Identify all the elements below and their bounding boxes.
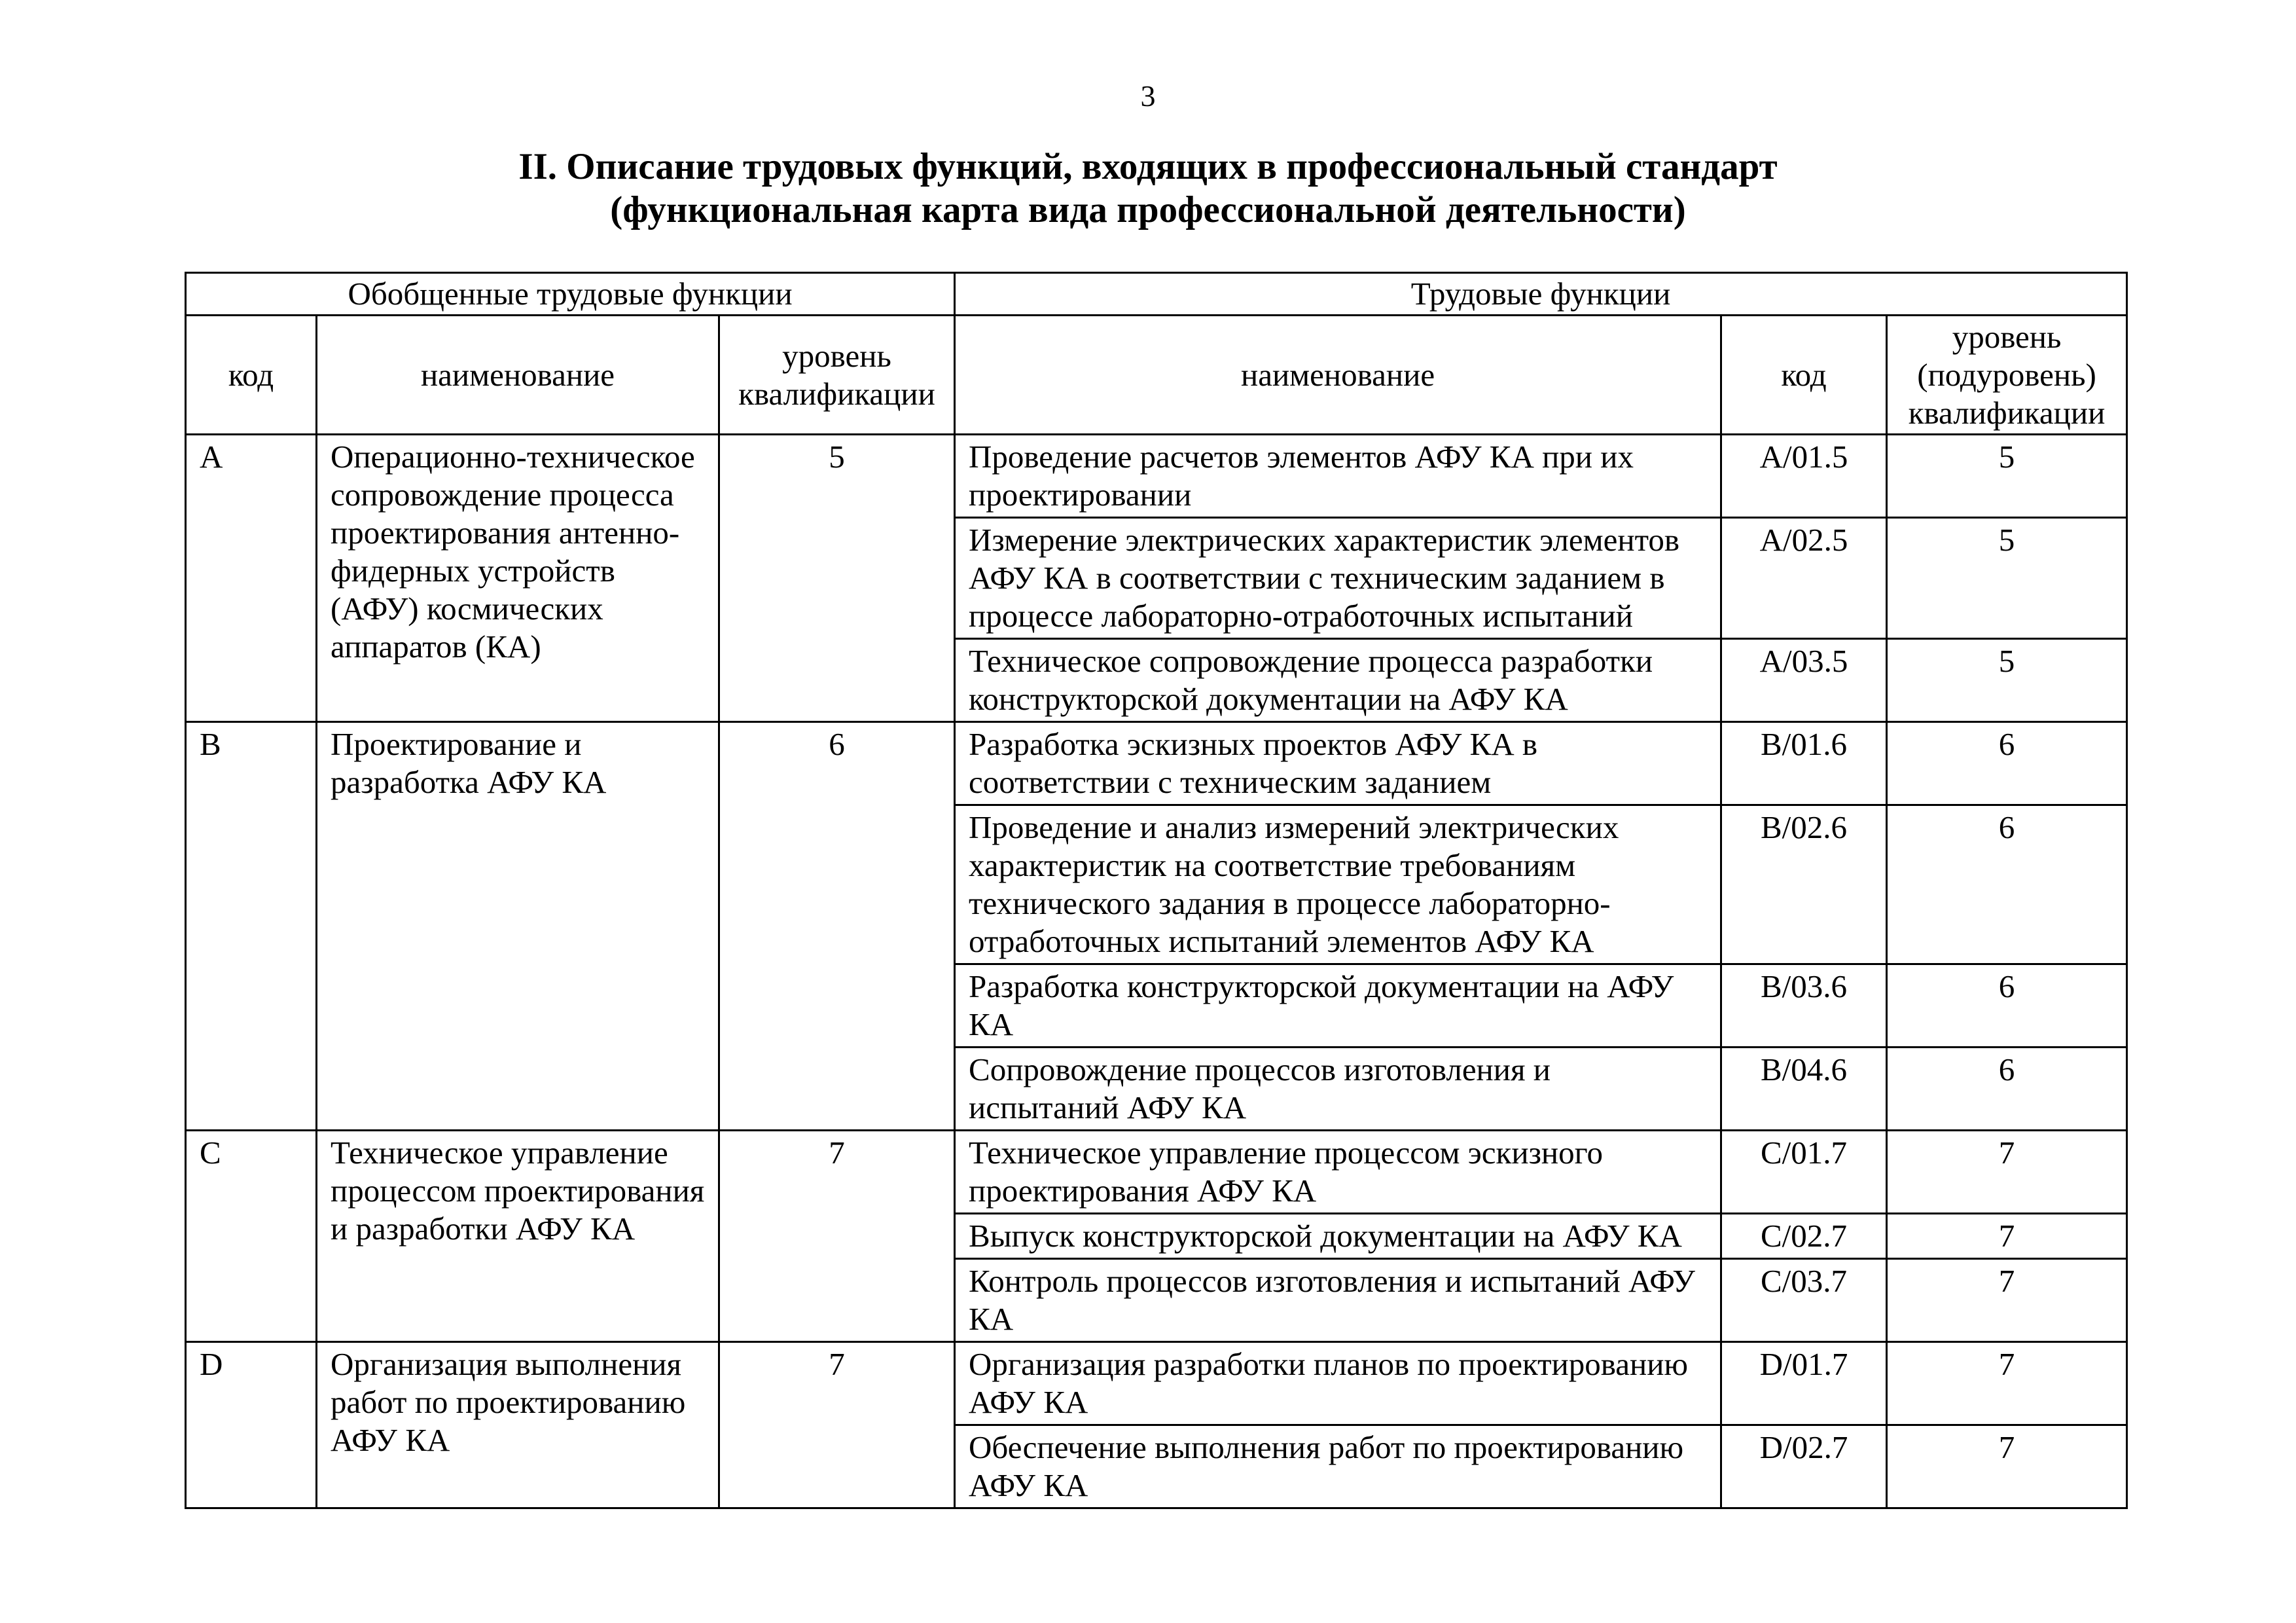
labor-function-level: 7 <box>1887 1259 2127 1342</box>
labor-function-level: 6 <box>1887 964 2127 1048</box>
generalized-function-code: A <box>186 435 317 722</box>
labor-function-name: Контроль процессов изготовления и испытаний АФУ КА <box>955 1259 1721 1342</box>
generalized-function-name: Организация выполнения работ по проектированию АФУ КА <box>317 1342 719 1508</box>
generalized-function-code: C <box>186 1131 317 1342</box>
labor-functions-header: Трудовые функции <box>955 273 2127 316</box>
table-row <box>186 435 2127 518</box>
labor-function-level: 6 <box>1887 805 2127 964</box>
labor-function-code: A/01.5 <box>1721 435 1887 518</box>
labor-function-level: 7 <box>1887 1214 2127 1259</box>
labor-function-code: D/01.7 <box>1721 1342 1887 1425</box>
generalized-function-name: Операционно-техническое сопровождение процесса проектирования антенно-фидерных устройств (АФУ) космических аппаратов (КА) <box>317 435 719 722</box>
generalized-function-code: B <box>186 722 317 1131</box>
labor-function-name: Сопровождение процессов изготовления и испытаний АФУ КА <box>955 1048 1721 1131</box>
labor-function-code: B/04.6 <box>1721 1048 1887 1131</box>
section-title-line-2: (функциональная карта вида профессиональной деятельности) <box>610 189 1686 230</box>
generalized-function-name: Техническое управление процессом проектирования и разработки АФУ КА <box>317 1131 719 1342</box>
col-header-generalized-code: код <box>186 316 317 435</box>
table-row <box>186 722 2127 805</box>
page-number: 3 <box>1140 79 1156 113</box>
col-header-generalized-level: уровень квалификации <box>719 316 955 435</box>
table-row <box>186 1342 2127 1425</box>
table-row <box>186 1131 2127 1214</box>
labor-function-code: B/01.6 <box>1721 722 1887 805</box>
col-header-function-name: наименование <box>955 316 1721 435</box>
labor-function-level: 7 <box>1887 1342 2127 1425</box>
generalized-function-level: 5 <box>719 435 955 722</box>
labor-function-level: 5 <box>1887 518 2127 639</box>
labor-function-code: A/02.5 <box>1721 518 1887 639</box>
labor-function-level: 7 <box>1887 1131 2127 1214</box>
labor-function-code: C/01.7 <box>1721 1131 1887 1214</box>
section-title <box>0 145 2296 232</box>
col-header-generalized-name: наименование <box>317 316 719 435</box>
functional-map-table <box>185 272 2128 1509</box>
labor-function-name: Организация разработки планов по проектированию АФУ КА <box>955 1342 1721 1425</box>
labor-function-code: A/03.5 <box>1721 639 1887 722</box>
labor-function-name: Выпуск конструкторской документации на АФУ КА <box>955 1214 1721 1259</box>
labor-function-name: Разработка конструкторской документации на АФУ КА <box>955 964 1721 1048</box>
group-header-row <box>186 273 2127 316</box>
labor-function-name: Техническое управление процессом эскизного проектирования АФУ КА <box>955 1131 1721 1214</box>
generalized-functions-header: Обобщенные трудовые функции <box>186 273 955 316</box>
labor-function-level: 5 <box>1887 639 2127 722</box>
labor-function-name: Проведение и анализ измерений электрических характеристик на соответствие требованиям технического задания в процессе лабораторно-отработочных испытаний элементов АФУ КА <box>955 805 1721 964</box>
generalized-function-level: 7 <box>719 1342 955 1508</box>
labor-function-name: Проведение расчетов элементов АФУ КА при их проектировании <box>955 435 1721 518</box>
labor-function-name: Обеспечение выполнения работ по проектированию АФУ КА <box>955 1425 1721 1508</box>
labor-function-name: Измерение электрических характеристик элементов АФУ КА в соответствии с техническим заданием в процессе лабораторно-отработочных испытаний <box>955 518 1721 639</box>
labor-function-level: 6 <box>1887 1048 2127 1131</box>
section-title-line-1: II. Описание трудовых функций, входящих в профессиональный стандарт <box>518 146 1778 187</box>
generalized-function-level: 7 <box>719 1131 955 1342</box>
generalized-function-name: Проектирование и разработка АФУ КА <box>317 722 719 1131</box>
labor-function-code: B/03.6 <box>1721 964 1887 1048</box>
labor-function-level: 5 <box>1887 435 2127 518</box>
labor-function-code: C/02.7 <box>1721 1214 1887 1259</box>
table-body <box>186 435 2127 1508</box>
labor-function-code: D/02.7 <box>1721 1425 1887 1508</box>
labor-function-name: Техническое сопровождение процесса разработки конструкторской документации на АФУ КА <box>955 639 1721 722</box>
labor-function-code: B/02.6 <box>1721 805 1887 964</box>
labor-function-level: 6 <box>1887 722 2127 805</box>
col-header-function-code: код <box>1721 316 1887 435</box>
labor-function-name: Разработка эскизных проектов АФУ КА в соответствии с техническим заданием <box>955 722 1721 805</box>
labor-function-level: 7 <box>1887 1425 2127 1508</box>
column-header-row <box>186 316 2127 435</box>
generalized-function-level: 6 <box>719 722 955 1131</box>
col-header-function-level: уровень (подуровень) квалификации <box>1887 316 2127 435</box>
generalized-function-code: D <box>186 1342 317 1508</box>
labor-function-code: C/03.7 <box>1721 1259 1887 1342</box>
